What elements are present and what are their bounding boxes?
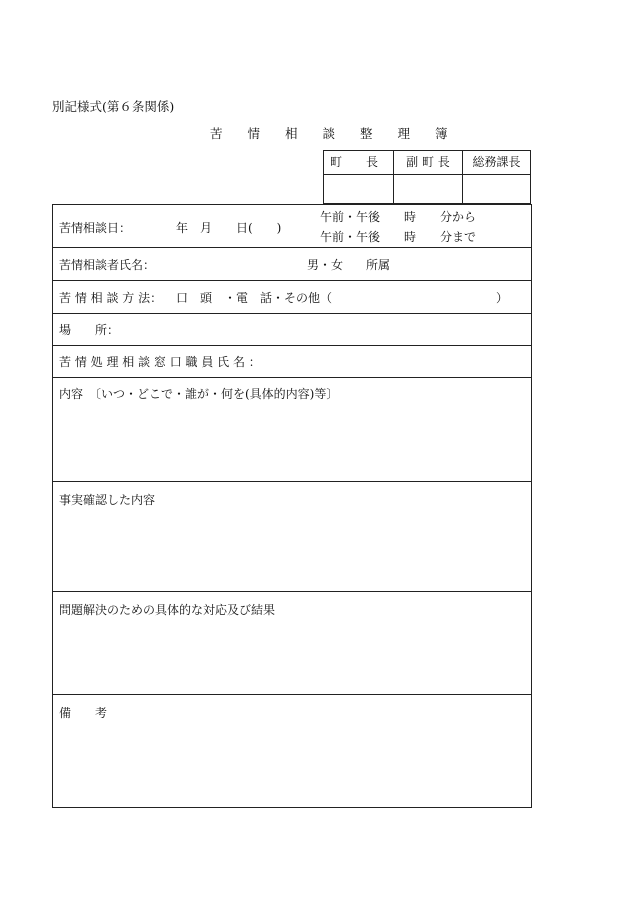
row-fact-check[interactable]	[53, 482, 531, 592]
approval-header-mayor: 町 長	[324, 151, 393, 175]
row-consultation-method	[53, 281, 531, 314]
label-place: 場 所：	[59, 323, 120, 337]
approval-column-general-affairs-chief	[463, 151, 530, 203]
form-title: 苦 情 相 談 整 理 簿	[210, 126, 448, 141]
label-resolution: 問題解決のための具体的な対応及び結果	[59, 603, 276, 617]
label-staff-name: 苦 情 処 理 相 談 窓 口 職 員 氏 名 ：	[59, 355, 261, 369]
field-time-from[interactable]: 午前・午後 時 分から	[320, 210, 477, 224]
label-affiliation: 所属	[366, 258, 391, 272]
field-consultation-date[interactable]: 年 月 日( )	[176, 221, 282, 235]
complaint-form	[52, 204, 532, 808]
field-time-to[interactable]: 午前・午後 時 分まで	[320, 230, 477, 244]
row-staff-name	[53, 346, 531, 378]
row-consultation-date	[53, 205, 531, 248]
approval-column-mayor	[324, 151, 394, 203]
row-resolution[interactable]	[53, 592, 531, 695]
field-consultation-method-options[interactable]: 口 頭 ・電 話・その他（	[176, 291, 333, 305]
row-remarks[interactable]	[53, 695, 531, 807]
label-content: 内容 〔いつ・どこで・誰が・何を(具体的内容)等〕	[59, 387, 339, 401]
approval-stamp-box	[323, 150, 531, 204]
method-closing-paren: ）	[496, 291, 509, 305]
field-gender[interactable]: 男・女	[307, 258, 344, 272]
label-complainant-name: 苦情相談者氏名：	[59, 258, 156, 272]
approval-header-general-affairs-chief: 総務課長	[463, 151, 530, 175]
row-complainant-name	[53, 248, 531, 281]
label-consultation-date: 苦情相談日：	[59, 221, 132, 235]
label-consultation-method: 苦 情 相 談 方 法：	[59, 291, 163, 305]
approval-header-deputy-mayor: 副 町 長	[394, 151, 462, 175]
label-fact-check: 事実確認した内容	[59, 493, 156, 507]
approval-column-deputy-mayor	[394, 151, 463, 203]
row-content[interactable]	[53, 378, 531, 482]
row-place	[53, 314, 531, 346]
label-remarks: 備 考	[59, 706, 108, 720]
form-number-note: 別記様式(第６条関係)	[52, 99, 175, 114]
